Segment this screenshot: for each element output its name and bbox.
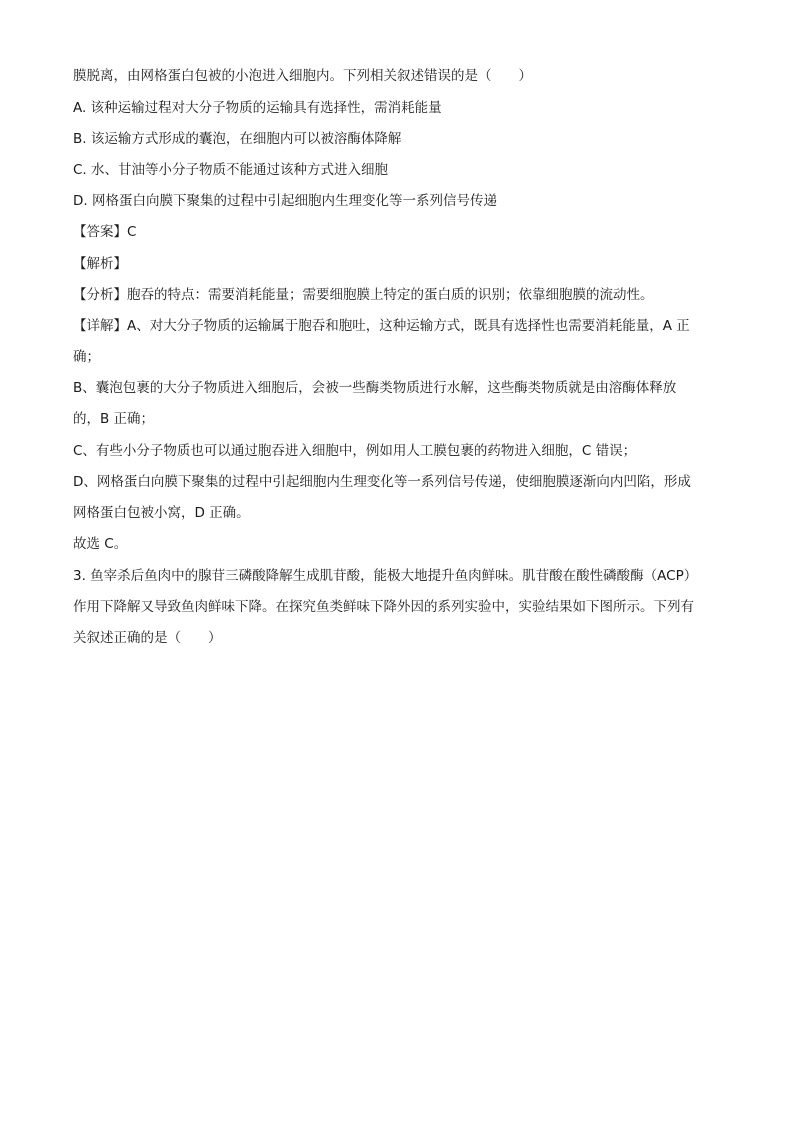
question-3-line-3: 关叙述正确的是（ ）	[73, 630, 222, 646]
question-3-line-1: 3. 鱼宰杀后鱼肉中的腺苷三磷酸降解生成肌苷酸，能极大地提升鱼肉鲜味。肌苷酸在酸性磷酸酶（ACP）	[73, 568, 698, 584]
question-3-line-2: 作用下降解又导致鱼肉鲜味下降。在探究鱼类鲜味下降外因的系列实验中，实验结果如下图所示。下列有	[73, 599, 694, 615]
option-b: B. 该运输方式形成的囊泡，在细胞内可以被溶酶体降解	[73, 131, 402, 147]
detail-b-line-1: B、囊泡包裹的大分子物质进入细胞后，会被一些酶类物质进行水解，这些酶类物质就是由溶酶体释放	[73, 380, 677, 396]
detail-c: C、有些小分子物质也可以通过胞吞进入细胞中，例如用人工膜包裹的药物进入细胞，C 错误；	[73, 443, 637, 459]
detail-a-line-1: 【详解】A、对大分子物质的运输属于胞吞和胞吐，这种运输方式，既具有选择性也需要消耗能量，A 正	[73, 318, 690, 334]
detail-b-line-2: 的，B 正确；	[73, 411, 155, 427]
analysis-heading: 【解析】	[73, 256, 127, 272]
detail-d-line-2: 网格蛋白包被小窝，D 正确。	[73, 505, 250, 521]
option-c: C. 水、甘油等小分子物质不能通过该种方式进入细胞	[73, 162, 389, 178]
question-stem-continuation: 膜脱离，由网格蛋白包被的小泡进入细胞内。下列相关叙述错误的是（ ）	[73, 68, 532, 84]
answer-label: 【答案】C	[73, 224, 137, 240]
analysis-summary: 【分析】胞吞的特点：需要消耗能量；需要细胞膜上特定的蛋白质的识别；依靠细胞膜的流动性。	[73, 287, 654, 303]
detail-d-line-1: D、网格蛋白向膜下聚集的过程中引起细胞内生理变化等一系列信号传递，使细胞膜逐渐向内凹陷，形成	[73, 474, 691, 490]
option-a: A. 该种运输过程对大分子物质的运输具有选择性，需消耗能量	[73, 100, 442, 116]
option-d: D. 网格蛋白向膜下聚集的过程中引起细胞内生理变化等一系列信号传递	[73, 193, 497, 209]
conclusion: 故选 C。	[73, 536, 128, 552]
detail-a-line-2: 确；	[73, 349, 100, 365]
